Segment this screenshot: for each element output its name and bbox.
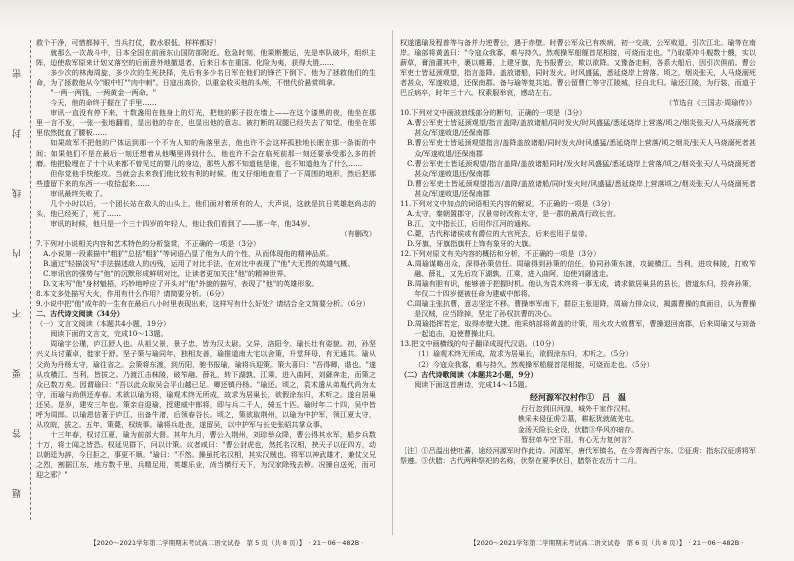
question-7: 7.下列对小说相关内容和艺术特色的分析鉴赏，不正确的一项是（3分） bbox=[36, 238, 261, 248]
option: C.周瑜主张抗曹，意志坚定不移。曹操率军南下，群臣主张迎降，周瑜力排众议，揭露曹操的真面目，认为曹操是汉贼，应当除掉，坚定了孙权抗曹的决心。 bbox=[407, 299, 756, 319]
footer-left: 【2020～2021学年第二学期期末考试高二语文试卷 第 5 页（共 8 页）】 · 21－06－482B · bbox=[90, 539, 364, 547]
story-paragraph: 审讯一直没有停下来，十数盏用在他身上的灯光，把他的影子投在墙上——在这个漆黑的夜，他坐在那里一言不发，一张一张地翻看，显出他的存在，也显出他的意志。被打断的双腿已经失去了知觉，他坐在那里依然挺直了腰板…… bbox=[36, 108, 376, 138]
translation-item: （2）今寇众我寡，难与持久。然观操军船舰首尾相接，可烧而走也。（5分） bbox=[414, 359, 654, 369]
story-paragraph: 多少次的林海周旋，多少次的生死抉择，先后有多少名日军在他们的锋芒下倒下。他为了拯救他们的生命，为了拯救他从今"眼中钉""肉中刺"。日寇出高价，以重金收买他的头颅，不惜代价悬赏缉拿。 bbox=[36, 68, 376, 88]
option: D.曹公军吏士皆延颈观望指言/盖降/盖放诸船/同时发火时/风盛猛/悉延烧岸上营落顷之/烟炎张天/人马烧溺死者甚众/军遂败退/还保南郡 bbox=[407, 178, 756, 198]
binding-char: 要 bbox=[12, 362, 23, 378]
story-paragraph: 审讯最终失败了。 bbox=[50, 188, 107, 198]
question-13-items bbox=[400, 349, 756, 369]
binding-char: 密 bbox=[12, 62, 23, 78]
binding-char: 线 bbox=[12, 182, 23, 198]
column-divider bbox=[392, 30, 393, 535]
option: A.太守，秦朝置郡守，汉景帝时改称太守，是一郡的最高行政长官。 bbox=[407, 208, 621, 218]
story-source: （有删改） bbox=[340, 228, 376, 238]
binding-char: 题 bbox=[12, 482, 23, 498]
story-paragraph: 今天，他的命终于握在了手里…… bbox=[50, 98, 157, 108]
story-paragraph: 审讯的时候，他只是一个三十四岁的年轻人，他让我们看到了——那一年，他34岁。 bbox=[50, 218, 315, 228]
translation-item: （1）瑜观术终无所成，故求为居巢长，欲假涂东归，术听之。（5分） bbox=[414, 349, 633, 359]
classical-paragraph: 权遂遣瑜及程普等与备并力逆曹公，遇于赤壁。时曹公军众已有疾病，初一交战，公军败退，引次江北。瑜等在南岸。瑜部将黄盖曰："今寇众我寡，难与持久。然观操军船舰首尾相接，可烧而走也。"乃取蒙冲斗舰数十艘，实以薪草，膏油灌其中，裹以帷幕，上建牙旗，先书报曹公，欺以欲降。又豫备走舸，各系大船后，因引次俱前。曹公军吏士皆延颈观望，指言盖降。盖放诸船，同时发火。时风盛猛，悉延烧岸上营落。顷之，烟炎张天，人马烧溺死者甚众，军遂败退，还保南郡。备与瑜等复共追。曹公留曹仁等守江陵城，径自北归。瑜还江陵，为行装，而道于巴丘病卒，时年三十六。权素服举哀，感动左右。 bbox=[400, 38, 756, 98]
question-12: 12.下列对原文有关内容的概括和分析，不正确的一项是（3分） bbox=[400, 248, 601, 258]
story-paragraph: "一两一两钱，一两黄金一两命。" bbox=[50, 88, 157, 98]
option: C.曹公军吏士皆延颈观望/指言盖降/盖放诸船同时/发火时风盛猛/悉延烧岸上营落/顷之/烟炎张天/人马烧溺死者甚众/军遂败退还/保南郡 bbox=[407, 158, 756, 178]
section-2-heading: 二、古代诗文阅读（34分） bbox=[36, 309, 124, 319]
story-text bbox=[36, 38, 376, 229]
section-2a-intro: 阅读下面的文言文，完成10～13题。 bbox=[50, 329, 168, 339]
poem-note: ［注］①吕温出使吐蕃，途经河源军时作此诗。河源军，唐代军镇名，在今青海西宁东。②征虏：指东汉征虏将军祭遵。③伏腊：古代两种祭祀的名称，伏祭在夏季伏日，腊祭在农历十二月。 bbox=[400, 445, 756, 465]
option: D.牙旗，牙旗指旗杆上饰有象牙的大旗。 bbox=[407, 238, 536, 248]
question-13: 13.把文中画横线的句子翻译成现代汉语。（10分） bbox=[400, 339, 559, 349]
option: D.周瑜指挥若定，取得赤壁大捷。他采纳部将黄盖的计策，用火攻大败曹军，曹操退回南郡，后来周瑜又与刘备一起追击，迫使曹操北归。 bbox=[407, 319, 756, 339]
question-11-options bbox=[400, 209, 756, 249]
option: A.曹公军吏士皆延颈观望/指言盖降/盖放诸船/同时发火/时风盛猛/悉延烧岸上营落/顷之/烟炎张天/人马烧溺死者甚众/军遂败退/还保南郡 bbox=[407, 118, 756, 138]
option: D.文末写"他"身材魁梧，巧妙地呼应了开头对"他"外貌的描写，表现了"他"的英雄形象。 bbox=[43, 279, 319, 289]
poem-title: 经河源军汉村作① 吕 温 bbox=[530, 391, 626, 402]
classical-paragraph: 周瑜字公瑾，庐江舒人也。从祖父景，景子忠，皆为汉太尉。父异，洛阳令。瑜长壮有姿貌。初，孙坚兴义兵讨董卓，徙家于舒。坚子策与瑜同年，独相友善，瑜推道南大宅以舍策，升堂拜母，有无通共。瑜从父尚为丹杨太守，瑜往省之。会策将东渡，到历阳，驰书报瑜，瑜将兵迎策。策大喜曰："吾得卿，谐也。"遂从攻横江、当利，皆拔之。乃渡江击秣陵，破笮融、薛礼，转下湖孰、江乘，进入曲阿，刘繇奔走，而策之众已数万矣。因谓瑜曰："吾以此众取吴会平山越已足。卿还镇丹杨。"瑜还。顷之，袁术遣从弟胤代尚为太守，而瑜与尚俱还寿春。术欲以瑜为将，瑜观术终无所成，故求为居巢长，欲假涂东归，术听之。遂自居巢还吴。是岁，建安三年也。策亲自迎瑜，授建威中郎将，即与兵二千人，骑五十匹。瑜时年二十四，吴中皆呼为周郎。以瑜恩信著于庐江，出备牛渚，后领春谷长。顷之，策欲取荆州，以瑜为中护军，领江夏太守，从攻皖，拔之。五年，策薨，权统事。瑜将兵赴丧，遂留吴，以中护军与长史张昭共掌众事。 bbox=[36, 339, 376, 429]
option: A.周瑜谋略出众，深得孙策信任。周瑜得到孙策的信任，协同孙策东渡，攻破横江、当利，进攻秣陵，打败笮融、薛礼，又先后攻下湖孰、江乘，进入曲阿，迫使刘繇逃走。 bbox=[407, 259, 756, 279]
question-10-options bbox=[400, 118, 756, 198]
right-column bbox=[400, 38, 756, 528]
option: A.小说第一段素描中"粗犷"总括"粗犷"等词语凸显了他为人的个性，从而体现他的精神品质。 bbox=[43, 248, 334, 258]
question-10: 10.下列对文中画波浪线部分的断句，正确的一项是（3分） bbox=[400, 108, 587, 118]
story-paragraph: 救个干净，可惜都掉干，当兵打仗，救水很低，样样都好！ bbox=[36, 38, 221, 47]
poem-line: 行行忽到旧河湟，城外千家作汉村。 bbox=[521, 403, 635, 413]
classical-text-continued bbox=[400, 38, 756, 98]
classical-source: （节选自《三国志·周瑜传》） bbox=[665, 98, 756, 108]
poem-body bbox=[400, 404, 756, 446]
question-8: 8.本文多处描写大火，作用有什么作用？请简要分析。（6分） bbox=[36, 289, 229, 299]
question-9: 9.小说中把"他"成年的一生有在最后八小时里表现出来，这样写有什么好处？请结合全文简要分析。（6分） bbox=[36, 299, 370, 309]
question-11: 11.下列对文中加点的词语相关内容的解说，不正确的一项是（3分） bbox=[400, 198, 615, 208]
section-2a-heading: （一）文言文阅读（本题共4小题，19分） bbox=[36, 319, 171, 329]
story-paragraph: 但你觉他手快能攻。当就会去来我们他比较有利的时候，他又仔细地查看了一下周围的地形，然后把那些遗留下来的东西一一收拾起来…… bbox=[36, 168, 376, 188]
binding-char: 封 bbox=[12, 122, 23, 138]
poem-line: 金汤天险长全设，伏腊③华风亦暗存。 bbox=[517, 424, 639, 434]
option: C.审讯官的强势与"他"的沉默形成鲜明对比，让读者更加关注"他"的精神世界。 bbox=[43, 269, 291, 279]
section-2b-intro: 阅读下面这首唐诗，完成14～15题。 bbox=[414, 379, 532, 389]
classical-paragraph: 十三年春，权讨江夏，瑜为前部大督。其年九月，曹公入荆州，刘琮举众降，曹公得其水军，船步兵数十万，将士闻之皆恐。权延见群下，问以计策。议者咸曰："曹公豺虎也，然托名汉相，挟天子以征四方，动以朝廷为辞，今日拒之，事更不顺。"瑜曰："不然。操虽托名汉相，其实汉贼也。将军以神武雄才，兼仗父兄之烈，割据江东，地方数千里，兵精足用，英雄乐业，尚当横行天下，为汉家除残去秽。况操自送死，而可迎之邪？" bbox=[36, 429, 376, 480]
classical-text bbox=[36, 339, 376, 480]
option: B.周瑜有胆有识，能够善于把握时机。他认为袁术终将一事无成，请求做居巢县的县长，借道东归，投奔孙策，年仅二十四岁便被任命为建威中郎将。 bbox=[407, 279, 756, 299]
option: B.江，文中指长江，后用作江河的通称。 bbox=[407, 218, 536, 228]
poem-line: 樵采未侵征虏②墓，耕耘犹就破羌屯。 bbox=[517, 414, 639, 424]
binding-margin bbox=[4, 40, 31, 520]
story-paragraph: 几个小时以后，一个团长站在敌人的山头上，他们面对着所有的人，大声说，这就是抗日英雄赵尚志的头，他已经死了，死了…… bbox=[36, 198, 376, 218]
question-7-options bbox=[36, 249, 376, 289]
story-paragraph: 就那么一次战斗中，日本全国在前面东山国防部附近。危急时刻，他果断搬运，先是率队破坏，组织主阵，迫使敌军原来计划又落空的后面意外地撤退者，后来日本在重国、化险为夷，获得大胜…… bbox=[36, 48, 376, 68]
top-shadow bbox=[0, 0, 794, 30]
binding-char: 答 bbox=[12, 422, 23, 438]
left-column bbox=[36, 38, 376, 528]
footer-right: 【2020～2021学年第二学期期末考试高二语文试卷 第 6 页（共 8 页）】 · 21－06－482B · bbox=[470, 539, 744, 547]
option: C.薨，古代称诸侯或有爵位的大官死去，后来也用于皇帝。 bbox=[407, 228, 592, 238]
section-2b-heading: （二）古代诗歌阅读（本题共2小题，9分） bbox=[400, 369, 538, 379]
binding-char: 不 bbox=[12, 302, 23, 318]
question-12-options bbox=[400, 259, 756, 339]
option: B.曹公军吏士皆延颈观望指言/盖降盖放诸船/同时发火/时风盛猛/悉延烧岸上营落/顷之烟炎/张天人马烧溺死者甚众/军遂败退/还保南郡 bbox=[407, 138, 756, 158]
poem-line: 暂驻单车空下泪，有心无力复何言？ bbox=[521, 435, 635, 445]
story-paragraph: 如果敌军不把他的尸体运到那一个不为人知的角落里去，他也许不会这样孤独地长眠在那一条街的中间；如果他们不是在最后一刻还想着从他嘴里得到什么，他也许不会在临死前那一刻还要承受那么多的折磨。他把脸埋在了十个从来都不曾见过的婴儿的身边，那些人都不知道他是谁，也不知道他为了什么…… bbox=[36, 138, 376, 168]
option: B.通过"轻描淡写"手法描述敌人的凶残，运用了对比手法，在对比中表现了"他"大无畏的英雄气概。 bbox=[43, 259, 355, 269]
binding-char: 内 bbox=[12, 242, 23, 258]
